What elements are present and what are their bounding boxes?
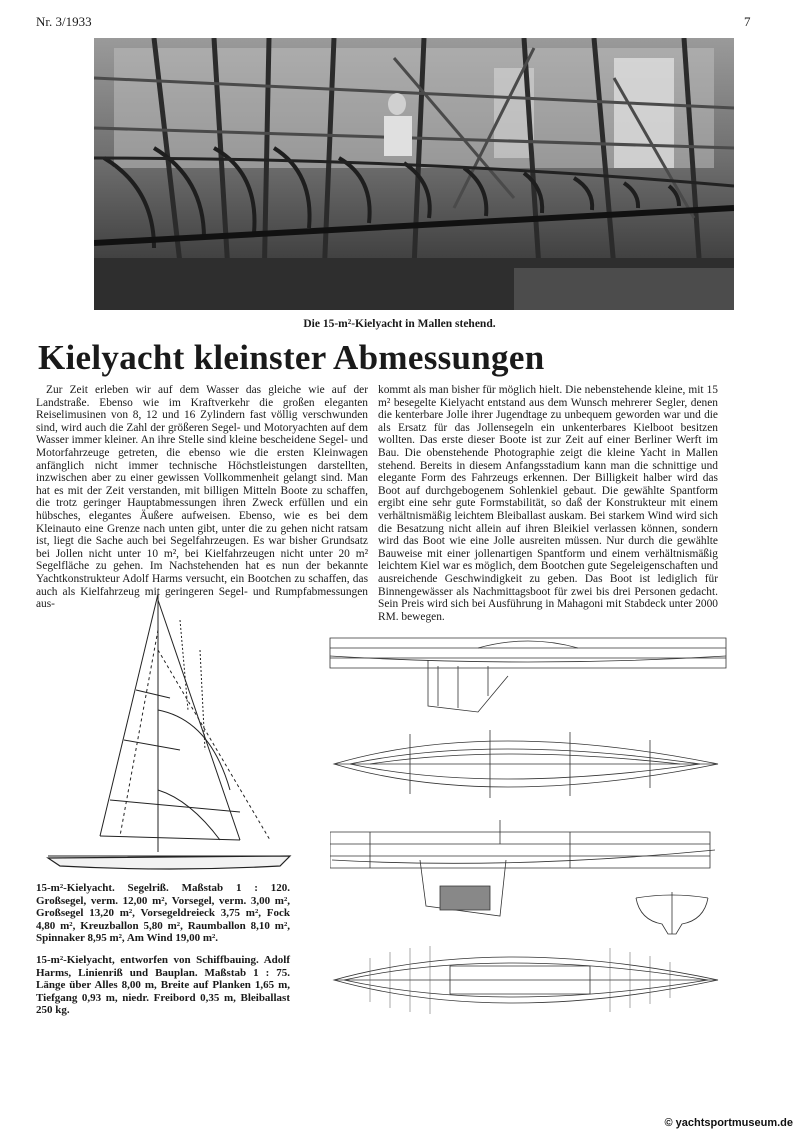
lines-plan-profile (328, 636, 728, 718)
issue-number: Nr. 3/1933 (36, 14, 92, 29)
sail-plan-drawing (40, 590, 300, 872)
photo-caption: Die 15-m²-Kielyacht in Mallen stehend. (303, 318, 496, 330)
article-column-2 (378, 384, 718, 623)
watermark: © yachtsportmuseum.de (664, 1117, 793, 1129)
yacht-in-moulds-photo (94, 38, 734, 310)
column-2-text: kommt als man bisher für möglich hielt. Die nebenstehende kleine, mit 15 m² besegelte Kielyacht entstand aus dem Wunsch mehrerer Segler, denen die kenterbare Jolle ihrer Jugendtage zu unbequem geworden war und die als Ersatz für das Jollensegeln ein unkenterbares Kielboot besitzen wollten. Das erste dieser Boote ist zur Zeit auf einer Berliner Werft im Bau. Die obenstehende Photographie zeigt die kleine Yacht in Mallen stehend. Bereits in diesem Anfangsstadium kann man die schnittige und elegante Form des Fahrzeugs erkennen. Der Billigkeit halber wird das Boot auf durchgebogenem Sohlenkiel gebaut. Die gewählte Spantform ergibt eine sehr gute Formstabilität, so daß der Konstrukteur mit einem verhältnismäßig leichtem Bleiballast auskam. Bei starkem Wind wird sich die Besatzung nicht allein auf ihren Bleikiel verlassen können, sondern wird das Boot wie eine Jolle ausreiten müssen. Nur durch die gewählte Bauweise mit einer jollenartigen Spantform und einem verhältnismäßig leichtem Kiel war es möglich, dem Bootchen gute Segeleigenschaften und ausreichende Geschwindigkeit zu geben. Das Boot ist lediglich für Binnengewässer als Nachmittagsboot für zwei bis drei Personen gedacht. Sein Preis wird sich bei Ausführung in Mahagoni mit Stabdeck unter 2000 RM. bewegen. (378, 384, 718, 623)
page-number: 7 (744, 14, 751, 29)
lines-plan-caption: 15-m²-Kielyacht, entworfen von Schiffbauing. Adolf Harms, Linienriß und Bauplan. Maßstab 1 : 75. Länge über Alles 8,00 m, Breite auf Planken 1,65 m, Tiefgang 0,93 m, niedr. Freibord 0,35 m, Bleiballast 250 kg. (36, 954, 290, 1016)
article-column-1 (36, 384, 368, 611)
sail-plan-caption: 15-m²-Kielyacht. Segelriß. Maßstab 1 : 120. Großsegel, verm. 12,00 m², Vorsegel, verm. 3,00 m², Großsegel 13,20 m², Vorsegeldreieck 3,75 m², Fock 4,80 m², Kreuzballon 5,80 m², Raumballon 8,10 m², Spinnaker 8,95 m², Am Wind 19,00 m². (36, 882, 290, 944)
midship-section-drawing (632, 890, 712, 936)
lines-plan-half-breadth (330, 724, 722, 800)
column-1-text: Zur Zeit erleben wir auf dem Wasser das gleiche wie auf der Landstraße. Ebenso wie im Kraftverkehr die großen eleganten Reiselimusinen von 8, 12 und 16 Zylindern fast völlig verschwunden sind, wird auch die Zahl der größeren Segel- und Motoryachten auf dem Wasser immer kleiner. An ihre Stelle sind kleine bescheidene Segel- und Motorfahrzeuge getreten, die ebenso wie die ersten Kleinwagen anfänglich nicht immer technische Höchstleistungen darstellten, inzwischen aber zu einer gewissen Vollkommenheit gelangt sind. Man hat es mit der Zeit verstanden, mit billigen Mitteln Boote zu schaffen, die trotz geringer Hauptabmessungen ihren Zweck erfüllen und ein hübsches, elegantes Äußere aufweisen. Ebenso, wie es bei dem Kleinauto eine Grenze nach unten gibt, unter die zu gehen nicht ratsam ist, liegt die Sache auch bei Segelfahrzeugen. Es war bisher Grundsatz bei Jollen nicht unter 10 m², bei Kielfahrzeugen nicht unter 20 m² Segelfläche zu gehen. Im Nachstehenden hat es nun der bekannte Yachtkonstrukteur Adolf Harms versucht, ein Bootchen zu schaffen, das auch als Kielfahrzeug mit geringeren Segel- und Rumpfabmessungen aus- (36, 384, 368, 611)
article-title: Kielyacht kleinster Abmessungen (38, 338, 545, 377)
deck-plan-drawing (330, 938, 722, 1022)
